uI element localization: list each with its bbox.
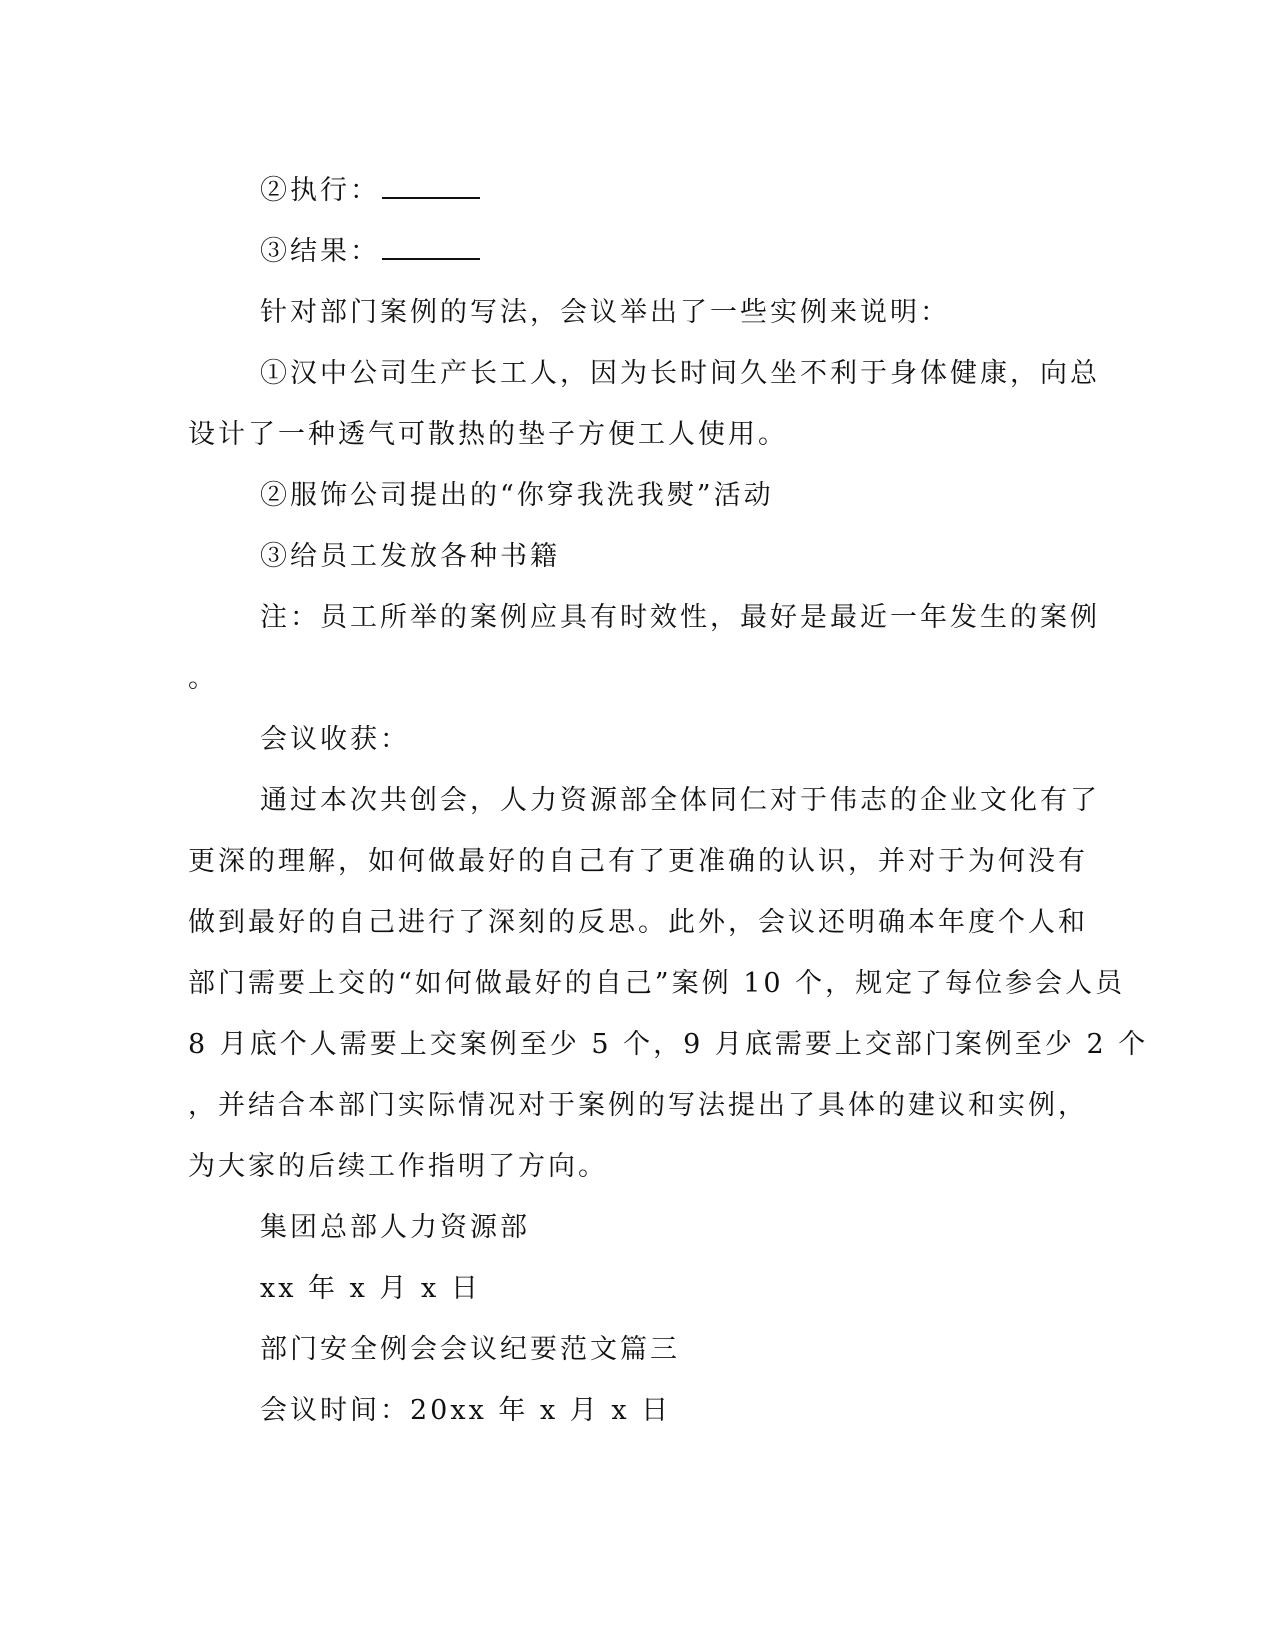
exec-line — [188, 160, 1088, 221]
harvest-line-3: 做到最好的自己进行了深刻的反思。此外，会议还明确本年度个人和 — [188, 907, 1088, 938]
department-signature: 集团总部人力资源部 — [260, 1212, 530, 1243]
exec-label: ②执行： — [260, 175, 380, 206]
method-intro-paragraph: 针对部门案例的写法，会议举出了一些实例来说明： — [260, 297, 950, 328]
harvest-line-6: ，并结合本部门实际情况对于案例的写法提出了具体的建议和实例， — [188, 1090, 1088, 1121]
harvest-line-5: 8 月底个人需要上交案例至少 5 个，9 月底需要上交部门案例至少 2 个 — [188, 1029, 1149, 1060]
signature-date: xx 年 x 月 x 日 — [260, 1273, 481, 1304]
harvest-line-2: 更深的理解，如何做最好的自己有了更准确的认识，并对于为何没有 — [188, 846, 1088, 877]
example1-line-2: 设计了一种透气可散热的垫子方便工人使用。 — [188, 419, 788, 450]
meeting-time-line: 会议时间：20xx 年 x 月 x 日 — [260, 1395, 672, 1426]
result-line — [188, 221, 1088, 282]
harvest-heading: 会议收获： — [260, 724, 410, 755]
section-title: 部门安全例会会议纪要范文篇三 — [260, 1334, 680, 1365]
example2-line: ②服饰公司提出的“你穿我洗我熨”活动 — [260, 480, 774, 511]
document-body — [188, 160, 1149, 1441]
harvest-line-1: 通过本次共创会，人力资源部全体同仁对于伟志的企业文化有了 — [260, 785, 1100, 816]
harvest-line-4: 部门需要上交的“如何做最好的自己”案例 10 个，规定了每位参会人员 — [188, 968, 1126, 999]
example1-line-1: ①汉中公司生产长工人，因为长时间久坐不利于身体健康，向总 — [260, 358, 1100, 389]
result-label: ③结果： — [260, 236, 380, 267]
example3-line: ③给员工发放各种书籍 — [260, 541, 560, 572]
note-line-1: 注：员工所举的案例应具有时效性，最好是最近一年发生的案例 — [260, 602, 1100, 633]
note-line-2: 。 — [188, 663, 218, 694]
exec-blank — [382, 171, 480, 199]
harvest-line-7: 为大家的后续工作指明了方向。 — [188, 1151, 608, 1182]
result-blank — [382, 232, 480, 260]
